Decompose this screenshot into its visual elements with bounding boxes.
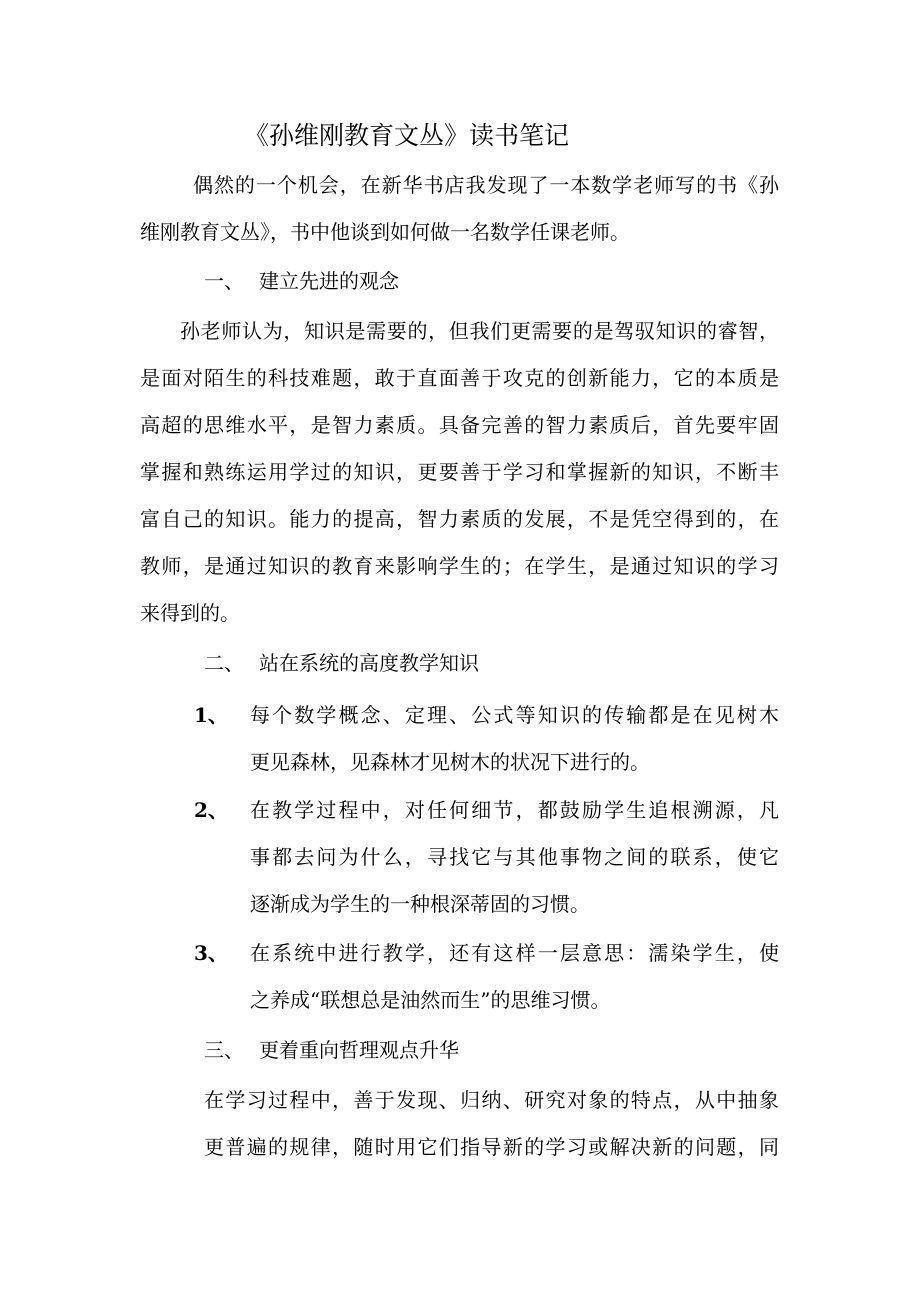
section-1-line: 高超的思维水平，是智力素质。具备完善的智力素质后，首先要牢固 xyxy=(140,413,779,437)
section-2-heading: 站在系统的高度教学知识 xyxy=(259,651,479,675)
page-title: 《孙维刚教育文丛》读书笔记 xyxy=(244,121,570,150)
list-item-number: 2、 xyxy=(194,798,228,822)
section-1-line: 掌握和熟练运用学过的知识，更要善于学习和掌握新的知识，不断丰 xyxy=(140,460,779,484)
list-item-line: 之养成“联想总是油然而生”的思维习惯。 xyxy=(250,988,611,1012)
list-item-line: 更见森林，见森林才见树木的状况下进行的。 xyxy=(250,750,650,774)
list-item-number: 1、 xyxy=(194,703,228,727)
section-1-line: 富自己的知识。能力的提高，智力素质的发展，不是凭空得到的，在 xyxy=(140,507,779,531)
section-1-marker: 一、 xyxy=(204,269,244,293)
list-item-line: 事都去问为什么，寻找它与其他事物之间的联系，使它 xyxy=(250,845,779,869)
section-3-marker: 三、 xyxy=(204,1038,244,1062)
section-1-line: 教师，是通过知识的教育来影响学生的；在学生，是通过知识的学习 xyxy=(140,554,779,578)
section-3-heading: 更着重向哲理观点升华 xyxy=(259,1038,459,1062)
list-item-number: 3、 xyxy=(194,941,228,965)
list-item-line: 逐渐成为学生的一种根深蒂固的习惯。 xyxy=(250,892,590,916)
list-item-line: 在系统中进行教学，还有这样一层意思：濡染学生，使 xyxy=(250,941,779,965)
list-item-line: 每个数学概念、定理、公式等知识的传输都是在见树木 xyxy=(250,703,779,727)
intro-line-2: 维刚教育文丛》，书中他谈到如何做一名数学任课老师。 xyxy=(140,220,630,244)
intro-line-1: 偶然的一个机会，在新华书店我发现了一本数学老师写的书《孙 xyxy=(193,173,779,197)
section-1-heading: 建立先进的观念 xyxy=(259,269,399,293)
list-item-line: 在教学过程中，对任何细节，都鼓励学生追根溯源，凡 xyxy=(250,798,779,822)
section-1-line: 孙老师认为，知识是需要的，但我们更需要的是驾驭知识的睿智， xyxy=(180,319,779,343)
section-3-line: 更普遍的规律，随时用它们指导新的学习或解决新的问题，同 xyxy=(204,1135,779,1159)
section-1-line: 来得到的。 xyxy=(140,601,240,625)
section-1-line: 是面对陌生的科技难题，敢于直面善于攻克的创新能力，它的本质是 xyxy=(140,366,779,390)
section-3-line: 在学习过程中，善于发现、归纳、研究对象的特点，从中抽象 xyxy=(204,1088,779,1112)
section-2-marker: 二、 xyxy=(204,651,244,675)
